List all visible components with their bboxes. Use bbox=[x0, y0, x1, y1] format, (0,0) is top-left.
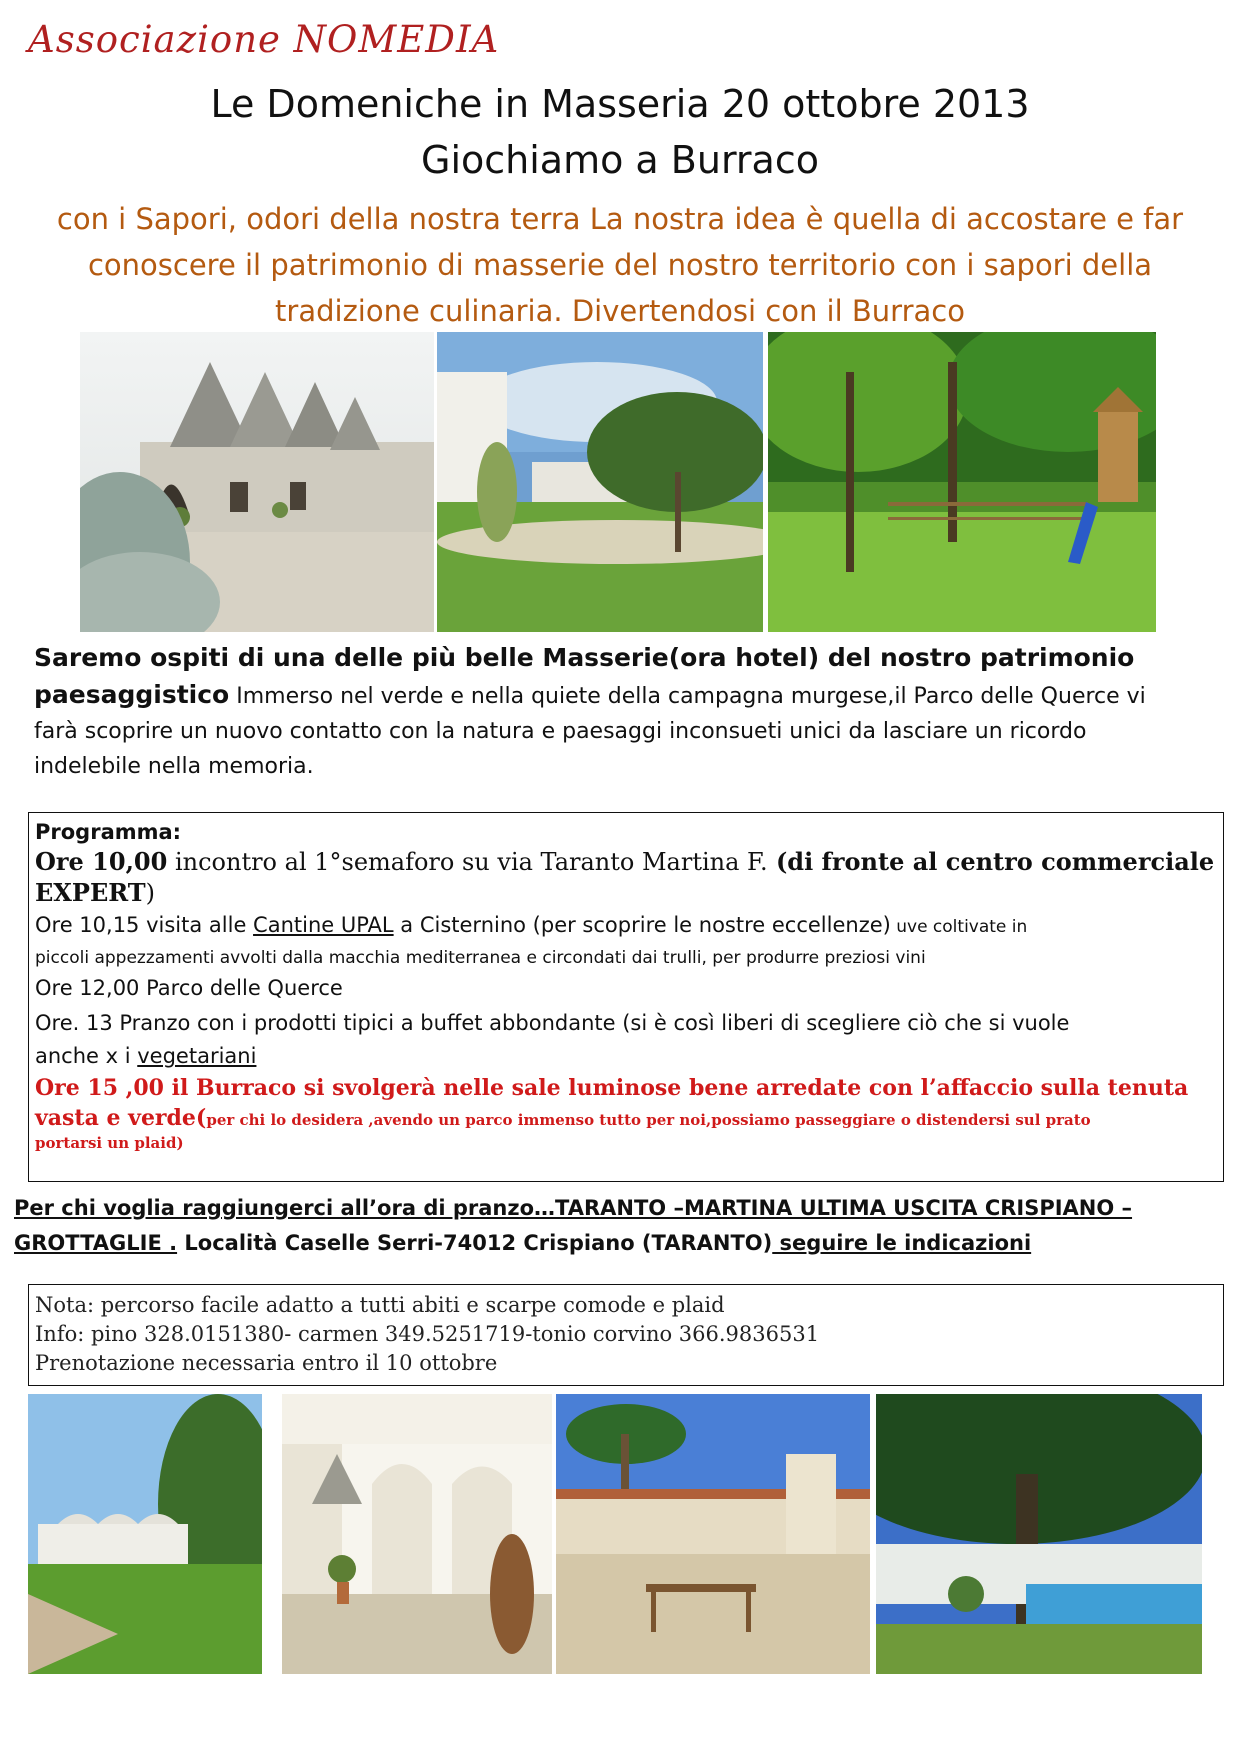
masseria-garden-photo bbox=[437, 332, 763, 632]
pool-tree-photo bbox=[876, 1394, 1202, 1674]
event-title: Le Domeniche in Masseria 20 ottobre 2013 bbox=[210, 82, 1030, 126]
programma-text: incontro al 1°semaforo su via Taranto Martina F. bbox=[167, 848, 768, 876]
directions-text: seguire le indicazioni bbox=[772, 1231, 1032, 1255]
burraco-text: Ore 15 ,00 il Burraco si svolgerà nelle sale luminose bene arredate con l’affaccio sulla tenuta bbox=[35, 1075, 1189, 1101]
programma-text: (di fronte al centro commerciale bbox=[767, 847, 1215, 876]
burraco-text: vasta e verde( bbox=[35, 1105, 207, 1131]
burraco-text: per chi lo desidera ,avendo un parco immenso tutto per noi,possiamo passeggiare o distendersi sul prato bbox=[206, 1111, 1091, 1129]
programma-text: a Cisternino (per scoprire le nostre eccellenze) bbox=[393, 913, 891, 937]
description-text: Immerso nel verde e nella quiete della campagna murgese,il Parco delle Querce vi bbox=[229, 684, 1146, 709]
note-box bbox=[28, 1284, 1224, 1386]
programma-text: Ore. 13 Pranzo con i prodotti tipici a buffet abbondante (si è così liberi di scegliere ciò che si vuole bbox=[35, 1011, 1070, 1035]
masseria-lawn-photo bbox=[28, 1394, 262, 1674]
description-bold: paesaggistico bbox=[34, 680, 230, 709]
booking-note: Prenotazione necessaria entro il 10 ottobre bbox=[35, 1351, 498, 1375]
trulli-masseria-photo bbox=[80, 332, 434, 632]
directions-text: Per chi voglia raggiungerci all’ora di pranzo…TARANTO –MARTINA ULTIMA USCITA CRISPIANO – bbox=[14, 1196, 1133, 1220]
programma-text: Ore 10,15 visita alle bbox=[35, 913, 254, 937]
directions-text: Località Caselle Serri-74012 Crispiano (TARANTO) bbox=[177, 1231, 773, 1255]
intro-line: conoscere il patrimonio di masserie del nostro territorio con i sapori della bbox=[87, 248, 1153, 282]
programma-heading: Programma: bbox=[35, 820, 182, 844]
contact-info: Info: pino 328.0151380- carmen 349.5251719-tonio corvino 366.9836531 bbox=[35, 1322, 820, 1346]
intro-text bbox=[30, 196, 1210, 334]
association-name: Associazione NOMEDIA bbox=[28, 18, 500, 61]
intro-line: tradizione culinaria. Divertendosi con il Burraco bbox=[275, 294, 965, 328]
programma-text: anche x i bbox=[35, 1044, 138, 1068]
terrace-tables-photo bbox=[556, 1394, 870, 1674]
programma-time: Ore 10,00 bbox=[35, 847, 168, 876]
vegetariani-link[interactable]: vegetariani bbox=[137, 1044, 257, 1068]
portico-arches-photo bbox=[282, 1394, 552, 1674]
programma-text: Ore 12,00 Parco delle Querce bbox=[35, 976, 343, 1000]
description-bold: Saremo ospiti di una delle più belle Masserie(ora hotel) del nostro patrimonio bbox=[34, 643, 1135, 672]
intro-line: con i Sapori, odori della nostra terra La nostra idea è quella di accostare e far bbox=[56, 202, 1184, 236]
description-text: farà scoprire un nuovo contatto con la natura e paesaggi inconsueti unici da lasciare un ricordo bbox=[34, 719, 1087, 744]
directions bbox=[14, 1191, 1224, 1261]
programma-text: uve coltivate in bbox=[890, 917, 1028, 937]
cantine-upal-link[interactable]: Cantine UPAL bbox=[253, 913, 394, 937]
event-subtitle: Giochiamo a Burraco bbox=[421, 138, 819, 182]
description bbox=[34, 640, 1204, 784]
programma-text: piccoli appezzamenti avvolti dalla macchia mediterranea e circondati dai trulli, per produrre preziosi vini bbox=[35, 948, 926, 968]
programma-text: ) bbox=[145, 879, 156, 907]
park-playground-photo bbox=[768, 332, 1156, 632]
description-text: indelebile nella memoria. bbox=[34, 754, 314, 779]
note-text: Nota: percorso facile adatto a tutti abiti e scarpe comode e plaid bbox=[35, 1293, 725, 1317]
programma-text: EXPERT bbox=[35, 878, 146, 907]
directions-text: GROTTAGLIE . bbox=[14, 1231, 178, 1255]
programma-box bbox=[28, 812, 1224, 1182]
burraco-text: portarsi un plaid) bbox=[35, 1134, 184, 1152]
